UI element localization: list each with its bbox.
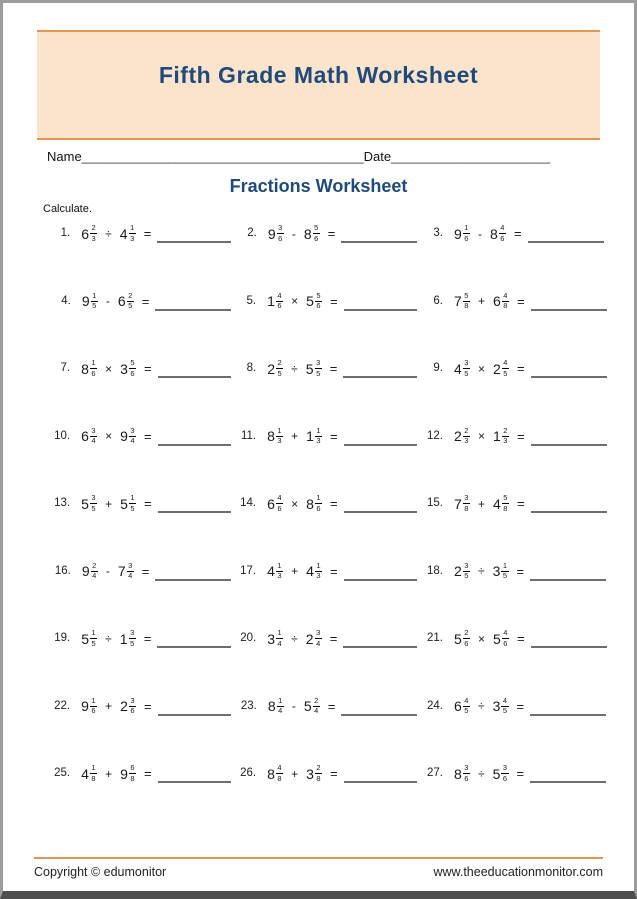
fraction-1: $\frac{3}{6}$ — [278, 223, 283, 243]
operator: + — [291, 564, 299, 579]
answer-blank[interactable] — [530, 562, 606, 581]
header-banner — [37, 30, 600, 140]
problem-expression — [267, 629, 337, 648]
copyright-text: Copyright © edumonitor — [34, 865, 167, 879]
problem-item — [231, 494, 417, 562]
operator: + — [105, 699, 113, 714]
operator: - — [105, 564, 110, 579]
mixed-number-1: 9 $\frac{1}{6}$ — [81, 695, 96, 716]
problem-item — [45, 292, 231, 360]
problem-expression — [454, 494, 525, 513]
mixed-number-2: 9 $\frac{6}{8}$ — [120, 763, 135, 783]
problem-number: 1. — [60, 227, 71, 239]
problem-number: 8. — [246, 362, 257, 374]
problem-number: 5. — [246, 294, 257, 307]
problem-item — [417, 224, 634, 292]
mixed-number-1: 6 $\frac{3}{4}$ — [81, 425, 96, 446]
fraction-1: $\frac{2}{4}$ — [92, 560, 97, 581]
operator: ÷ — [291, 361, 298, 376]
problem-item — [45, 359, 231, 427]
mixed-number-2: 1 $\frac{3}{5}$ — [119, 628, 135, 648]
mixed-number-2: 4 $\frac{5}{8}$ — [492, 493, 508, 513]
problems-grid — [3, 224, 634, 832]
mixed-number-2: 5 $\frac{4}{6}$ — [492, 628, 508, 648]
problem-expression — [81, 427, 152, 446]
mixed-number-1: 8 $\frac{3}{6}$ — [454, 763, 469, 783]
operator: × — [477, 361, 485, 376]
equals-sign: = — [327, 698, 336, 714]
problem-expression — [267, 427, 338, 446]
mixed-number-1: 7 $\frac{5}{8}$ — [454, 290, 469, 311]
problem-number: 13. — [54, 497, 71, 509]
problem-expression — [454, 359, 525, 378]
problem-number: 2. — [247, 227, 257, 239]
operator: - — [477, 226, 482, 241]
problem-expression — [267, 359, 337, 378]
problem-number: 17. — [240, 564, 257, 577]
mixed-number-2: 7 $\frac{3}{4}$ — [117, 560, 133, 581]
problem-expression — [81, 764, 152, 783]
fraction-1: $\frac{1}{6}$ — [464, 223, 469, 243]
operator: + — [105, 766, 113, 781]
problem-expression — [454, 562, 524, 581]
mixed-number-2: 1 $\frac{2}{3}$ — [492, 425, 508, 446]
problem-expression — [81, 359, 152, 378]
problem-number: 26. — [240, 767, 257, 779]
operator: ÷ — [477, 564, 485, 579]
fraction-2: $\frac{1}{3}$ — [316, 425, 321, 446]
fraction-1: $\frac{1}{4}$ — [278, 695, 283, 716]
fraction-1: $\frac{3}{6}$ — [464, 763, 469, 783]
answer-blank[interactable] — [158, 359, 231, 378]
date-label: Date — [363, 149, 392, 164]
answer-blank[interactable] — [531, 427, 607, 446]
problem-number: 7. — [60, 362, 71, 374]
fraction-1: $\frac{2}{3}$ — [91, 223, 96, 243]
answer-blank[interactable] — [531, 359, 607, 378]
fraction-2: $\frac{1}{3}$ — [130, 223, 135, 243]
mixed-number-1: 4 $\frac{1}{8}$ — [81, 763, 96, 783]
problem-expression — [454, 427, 525, 446]
fraction-2: $\frac{3}{5}$ — [316, 358, 321, 378]
fraction-1: $\frac{4}{6}$ — [277, 290, 282, 311]
operator: + — [291, 766, 299, 781]
date-blank[interactable]: ______________________ — [391, 149, 551, 164]
mixed-number-1: 8 $\frac{4}{8}$ — [267, 763, 282, 783]
mixed-number-1: 2 $\frac{2}{5}$ — [267, 358, 282, 378]
problem-item — [45, 427, 231, 495]
fraction-2: $\frac{3}{6}$ — [130, 695, 135, 716]
problem-number: 15. — [427, 497, 443, 509]
mixed-number-1: 6 $\frac{4}{5}$ — [454, 695, 469, 716]
operator: + — [291, 429, 299, 444]
mixed-number-1: 7 $\frac{3}{8}$ — [454, 493, 469, 513]
problem-item — [231, 292, 417, 360]
equals-sign: = — [330, 563, 338, 579]
mixed-number-2: 5 $\frac{5}{6}$ — [306, 290, 321, 311]
equals-sign: = — [516, 563, 525, 579]
problem-expression — [267, 292, 338, 311]
fraction-2: $\frac{3}{6}$ — [502, 763, 508, 783]
operator: × — [477, 429, 485, 444]
fraction-1: $\frac{4}{5}$ — [464, 695, 469, 716]
fraction-1: $\frac{2}{6}$ — [464, 628, 469, 648]
problem-number: 25. — [54, 767, 71, 779]
mixed-number-2: 3 $\frac{5}{6}$ — [120, 358, 135, 378]
problem-expression — [81, 629, 151, 648]
fraction-1: $\frac{3}{5}$ — [91, 493, 96, 513]
operator: × — [105, 429, 113, 444]
equals-sign: = — [330, 293, 338, 309]
mixed-number-2: 2 $\frac{3}{4}$ — [305, 628, 321, 648]
problem-expression — [82, 562, 150, 581]
fraction-2: $\frac{2}{5}$ — [128, 290, 133, 311]
answer-blank[interactable] — [344, 562, 417, 581]
problem-number: 10. — [54, 429, 71, 442]
fraction-2: $\frac{6}{8}$ — [130, 763, 135, 783]
answer-blank[interactable] — [343, 359, 417, 378]
problem-number: 20. — [240, 632, 257, 644]
fraction-1: $\frac{1}{3}$ — [277, 560, 282, 581]
mixed-number-1: 8 $\frac{1}{4}$ — [267, 695, 283, 716]
fraction-2: $\frac{1}{5}$ — [130, 493, 135, 513]
equals-sign: = — [516, 698, 525, 714]
fraction-1: $\frac{1}{6}$ — [91, 358, 96, 378]
fraction-1: $\frac{3}{8}$ — [464, 493, 469, 513]
fraction-1: $\frac{3}{5}$ — [464, 358, 469, 378]
instruction-text: Calculate. — [43, 203, 92, 215]
mixed-number-1: 8 $\frac{1}{6}$ — [81, 358, 96, 378]
operator: × — [291, 294, 299, 309]
mixed-number-2: 8 $\frac{1}{6}$ — [306, 493, 321, 513]
answer-blank[interactable] — [158, 427, 231, 446]
fraction-1: $\frac{4}{8}$ — [277, 763, 282, 783]
mixed-number-1: 9 $\frac{1}{5}$ — [81, 290, 97, 311]
problem-item — [45, 764, 231, 832]
problem-item — [417, 427, 634, 495]
mixed-number-2: 2 $\frac{3}{6}$ — [120, 695, 135, 716]
answer-blank[interactable] — [531, 629, 607, 648]
problem-item — [417, 697, 634, 765]
name-date-line — [47, 149, 574, 164]
mixed-number-2: 9 $\frac{3}{4}$ — [120, 425, 135, 446]
page-footer — [34, 857, 603, 879]
problem-expression — [267, 764, 338, 783]
operator: - — [105, 294, 110, 309]
operator: - — [291, 226, 296, 241]
fraction-2: $\frac{1}{6}$ — [316, 493, 321, 513]
problem-number: 18. — [427, 564, 443, 577]
answer-blank[interactable] — [155, 292, 231, 311]
problem-expression — [267, 562, 338, 581]
fraction-2: $\frac{5}{6}$ — [314, 223, 319, 243]
problem-item — [231, 427, 417, 495]
problem-item — [231, 764, 417, 832]
problem-number: 4. — [61, 294, 71, 307]
equals-sign: = — [329, 361, 338, 377]
equals-sign: = — [144, 698, 152, 714]
problem-number: 16. — [54, 564, 71, 577]
mixed-number-2: 6 $\frac{4}{8}$ — [492, 290, 508, 311]
equals-sign: = — [330, 496, 338, 512]
problem-expression — [454, 224, 522, 243]
mixed-number-1: 5 $\frac{1}{5}$ — [81, 628, 96, 648]
answer-blank[interactable] — [344, 764, 417, 783]
fraction-2: $\frac{5}{8}$ — [503, 493, 508, 513]
answer-blank[interactable] — [530, 764, 606, 783]
equals-sign: = — [516, 293, 525, 309]
problem-number: 22. — [54, 699, 71, 712]
problem-expression — [82, 292, 150, 311]
answer-blank[interactable] — [344, 292, 417, 311]
answer-blank[interactable] — [341, 697, 417, 716]
problem-number: 24. — [427, 699, 443, 712]
equals-sign: = — [327, 226, 336, 242]
operator: × — [477, 631, 485, 646]
fraction-1: $\frac{1}{4}$ — [277, 628, 282, 648]
problem-item — [231, 224, 417, 292]
equals-sign: = — [141, 563, 150, 579]
equals-sign: = — [144, 361, 152, 377]
fraction-1: $\frac{5}{8}$ — [464, 290, 469, 311]
equals-sign: = — [513, 226, 522, 242]
fraction-1: $\frac{3}{5}$ — [464, 560, 469, 581]
problem-number: 9. — [433, 362, 443, 374]
problem-item — [45, 629, 231, 697]
problem-expression — [454, 697, 524, 716]
equals-sign: = — [144, 766, 152, 782]
problem-item — [417, 494, 634, 562]
equals-sign: = — [141, 293, 150, 309]
mixed-number-1: 5 $\frac{3}{5}$ — [81, 493, 96, 513]
problem-number: 23. — [240, 699, 257, 712]
equals-sign: = — [143, 631, 152, 647]
equals-sign: = — [516, 631, 525, 647]
fraction-1: $\frac{2}{5}$ — [277, 358, 282, 378]
problem-item — [417, 359, 634, 427]
equals-sign: = — [143, 226, 152, 242]
problem-expression — [454, 292, 525, 311]
equals-sign: = — [330, 766, 338, 782]
fraction-1: $\frac{1}{6}$ — [91, 695, 96, 716]
mixed-number-1: 2 $\frac{3}{5}$ — [454, 560, 469, 581]
operator: × — [105, 361, 113, 376]
mixed-number-2: 2 $\frac{4}{5}$ — [492, 358, 508, 378]
operator: ÷ — [105, 631, 112, 646]
problem-expression — [81, 224, 151, 243]
fraction-1: $\frac{1}{3}$ — [277, 425, 282, 446]
problem-item — [231, 562, 417, 630]
operator: + — [105, 496, 113, 511]
mixed-number-2: 5 $\frac{3}{5}$ — [305, 358, 321, 378]
operator: ÷ — [291, 631, 298, 646]
problem-number: 14. — [240, 497, 257, 509]
footer-divider — [34, 857, 603, 859]
mixed-number-2: 5 $\frac{1}{5}$ — [120, 493, 135, 513]
problem-item — [45, 224, 231, 292]
problem-item — [417, 764, 634, 832]
problem-expression — [268, 224, 336, 243]
mixed-number-2: 1 $\frac{1}{3}$ — [306, 425, 321, 446]
answer-blank[interactable] — [157, 629, 231, 648]
fraction-1: $\frac{1}{5}$ — [91, 628, 96, 648]
answer-blank[interactable] — [155, 562, 231, 581]
problem-number: 3. — [433, 227, 443, 239]
mixed-number-1: 9 $\frac{1}{6}$ — [454, 223, 469, 243]
problem-item — [45, 562, 231, 630]
mixed-number-1: 2 $\frac{2}{3}$ — [454, 425, 469, 446]
operator: ÷ — [105, 226, 112, 241]
mixed-number-1: 4 $\frac{1}{3}$ — [267, 560, 282, 581]
answer-blank[interactable] — [531, 292, 607, 311]
fraction-1: $\frac{1}{8}$ — [91, 763, 96, 783]
problem-number: 11. — [240, 429, 257, 442]
mixed-number-1: 3 $\frac{1}{4}$ — [267, 628, 282, 648]
operator: ÷ — [477, 699, 485, 714]
answer-blank[interactable] — [344, 494, 417, 513]
fraction-2: $\frac{4}{6}$ — [500, 223, 505, 243]
answer-blank[interactable] — [157, 224, 231, 243]
answer-blank[interactable] — [341, 224, 417, 243]
fraction-2: $\frac{4}{8}$ — [503, 290, 508, 311]
fraction-1: $\frac{1}{5}$ — [92, 290, 97, 311]
website-text: www.theeducationmonitor.com — [433, 865, 603, 879]
answer-blank[interactable] — [158, 697, 231, 716]
mixed-number-1: 1 $\frac{4}{6}$ — [267, 290, 282, 311]
fraction-2: $\frac{4}{6}$ — [503, 628, 508, 648]
answer-blank[interactable] — [158, 764, 231, 783]
page-title: Fifth Grade Math Worksheet — [158, 62, 479, 88]
mixed-number-2: 8 $\frac{5}{6}$ — [303, 223, 319, 243]
mixed-number-2: 3 $\frac{1}{5}$ — [492, 560, 508, 581]
equals-sign: = — [516, 766, 525, 782]
problem-item — [417, 292, 634, 360]
mixed-number-2: 4 $\frac{1}{3}$ — [306, 560, 321, 581]
operator: - — [291, 699, 296, 714]
problem-item — [45, 494, 231, 562]
fraction-2: $\frac{1}{5}$ — [502, 560, 508, 581]
mixed-number-2: 4 $\frac{1}{3}$ — [119, 223, 135, 243]
mixed-number-2: 8 $\frac{4}{6}$ — [489, 223, 505, 243]
problem-item — [417, 562, 634, 630]
problem-expression — [81, 494, 152, 513]
problem-number: 19. — [54, 632, 71, 644]
mixed-number-1: 8 $\frac{1}{3}$ — [267, 425, 282, 446]
mixed-number-2: 5 $\frac{3}{6}$ — [492, 763, 508, 783]
fraction-2: $\frac{2}{4}$ — [314, 695, 319, 716]
problem-item — [45, 697, 231, 765]
mixed-number-1: 9 $\frac{3}{6}$ — [267, 223, 283, 243]
operator: × — [291, 496, 299, 511]
problem-item — [231, 359, 417, 427]
problem-expression — [454, 764, 524, 783]
problem-number: 27. — [427, 767, 443, 779]
mixed-number-2: 3 $\frac{2}{8}$ — [306, 763, 321, 783]
operator: + — [477, 294, 485, 309]
equals-sign: = — [329, 631, 338, 647]
fraction-2: $\frac{3}{4}$ — [130, 425, 135, 446]
fraction-2: $\frac{2}{8}$ — [316, 763, 321, 783]
fraction-2: $\frac{5}{6}$ — [316, 290, 321, 311]
name-blank[interactable]: _______________________________________ — [81, 149, 364, 164]
equals-sign: = — [330, 428, 338, 444]
fraction-2: $\frac{3}{4}$ — [316, 628, 321, 648]
name-label: Name — [47, 149, 82, 164]
answer-blank[interactable] — [158, 494, 231, 513]
fraction-2: $\frac{4}{5}$ — [502, 695, 508, 716]
equals-sign: = — [516, 428, 525, 444]
answer-blank[interactable] — [343, 629, 417, 648]
fraction-1: $\frac{4}{6}$ — [277, 493, 282, 513]
answer-blank[interactable] — [528, 224, 604, 243]
equals-sign: = — [516, 361, 525, 377]
equals-sign: = — [144, 496, 152, 512]
fraction-1: $\frac{3}{4}$ — [91, 425, 96, 446]
mixed-number-2: 6 $\frac{2}{5}$ — [117, 290, 133, 311]
mixed-number-2: 3 $\frac{4}{5}$ — [492, 695, 508, 716]
fraction-2: $\frac{3}{4}$ — [128, 560, 133, 581]
mixed-number-1: 5 $\frac{2}{6}$ — [454, 628, 469, 648]
fraction-2: $\frac{1}{3}$ — [316, 560, 321, 581]
problem-expression — [454, 629, 525, 648]
mixed-number-1: 6 $\frac{2}{3}$ — [81, 223, 96, 243]
equals-sign: = — [144, 428, 152, 444]
mixed-number-1: 4 $\frac{3}{5}$ — [454, 358, 469, 378]
problem-item — [417, 629, 634, 697]
problem-number: 21. — [427, 632, 443, 644]
fraction-2: $\frac{2}{3}$ — [503, 425, 508, 446]
problem-item — [231, 697, 417, 765]
problem-expression — [81, 697, 152, 716]
answer-blank[interactable] — [530, 697, 606, 716]
mixed-number-1: 6 $\frac{4}{6}$ — [267, 493, 282, 513]
problem-expression — [267, 494, 338, 513]
worksheet-title: Fractions Worksheet — [229, 176, 408, 196]
equals-sign: = — [516, 496, 525, 512]
problem-number: 6. — [433, 294, 443, 307]
operator: + — [477, 496, 485, 511]
problem-item — [231, 629, 417, 697]
answer-blank[interactable] — [344, 427, 417, 446]
problem-number: 12. — [427, 429, 443, 442]
answer-blank[interactable] — [531, 494, 607, 513]
problem-expression — [268, 697, 336, 716]
fraction-2: $\frac{3}{5}$ — [130, 628, 135, 648]
mixed-number-1: 9 $\frac{2}{4}$ — [81, 560, 97, 581]
fraction-1: $\frac{2}{3}$ — [464, 425, 469, 446]
mixed-number-2: 5 $\frac{2}{4}$ — [303, 695, 319, 716]
fraction-2: $\frac{4}{5}$ — [503, 358, 508, 378]
fraction-2: $\frac{5}{6}$ — [130, 358, 135, 378]
operator: ÷ — [477, 766, 485, 781]
